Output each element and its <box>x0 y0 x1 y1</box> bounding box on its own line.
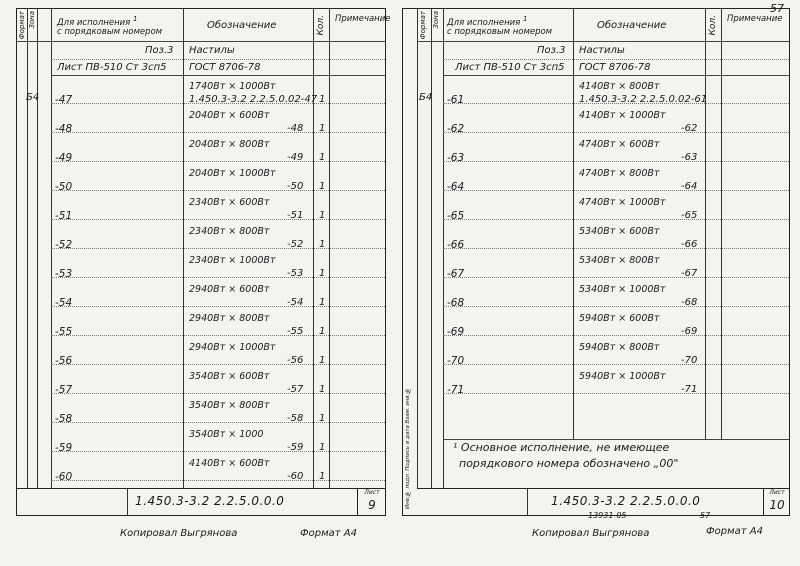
row-code: -65 <box>681 210 698 221</box>
zone-header: Зона <box>28 11 36 29</box>
row-position: -58 <box>55 413 73 425</box>
zone-header: Зона <box>432 11 440 29</box>
archive-sheet: 57 <box>700 511 711 520</box>
row-dimension: 1740Вт × 1000Вт <box>189 81 276 92</box>
copied-by: Копировал Выгрянова <box>532 528 650 539</box>
row-position: -66 <box>447 239 465 251</box>
row-position: -48 <box>55 123 73 135</box>
row-code: -49 <box>287 152 304 163</box>
left-sheet <box>16 8 391 516</box>
row-code: -60 <box>287 471 304 482</box>
row-position: -62 <box>447 123 465 135</box>
document-number: 1.450.3-3.2 2.2.5.0.0.0 <box>135 494 285 508</box>
row-quantity: 1 <box>319 326 326 337</box>
row-position: -64 <box>447 181 465 193</box>
row-code: -63 <box>681 152 698 163</box>
row-dimension: 2340Вт × 600Вт <box>189 197 270 208</box>
sheet-label: Лист <box>769 489 785 496</box>
standard-spec: ГОСТ 8706-78 <box>579 62 651 73</box>
row-quantity: 1 <box>319 384 326 395</box>
row-dimension: 5340Вт × 600Вт <box>579 226 660 237</box>
row-code: -70 <box>681 355 698 366</box>
row-position: -52 <box>55 239 73 251</box>
row-position: -61 <box>447 94 465 106</box>
row-position: -49 <box>55 152 73 164</box>
row-position: -60 <box>55 471 73 483</box>
row-position: -63 <box>447 152 465 164</box>
format-label: Формат А4 <box>706 526 763 537</box>
row-quantity: 1 <box>319 239 326 250</box>
name-header: Обозначение <box>207 20 277 31</box>
row-quantity: 1 <box>319 181 326 192</box>
qty-header: Кол. <box>708 15 718 36</box>
footnote-line-1: ¹ Основное исполнение, не имеющее <box>453 441 670 454</box>
row-dimension: 4140Вт × 1000Вт <box>579 110 666 121</box>
qty-header: Кол. <box>316 15 326 36</box>
row-position: -70 <box>447 355 465 367</box>
row-quantity: 1 <box>319 297 326 308</box>
row-code: -62 <box>681 123 698 134</box>
row-code: 1.450.3-3.2 2.2.5.0.02-47 <box>189 94 318 105</box>
row-dimension: 2340Вт × 800Вт <box>189 226 270 237</box>
material-spec: Лист ПВ-510 Ст 3сп5 <box>455 62 565 73</box>
row-quantity: 1 <box>319 94 326 105</box>
row-dimension: 4740Вт × 800Вт <box>579 168 660 179</box>
designation-header: Для исполнения $^1$ с порядковым номером <box>447 15 553 37</box>
row-code: -57 <box>287 384 304 395</box>
copied-by: Копировал Выгрянова <box>120 528 238 539</box>
row-code: -68 <box>681 297 698 308</box>
row-position: -57 <box>55 384 73 396</box>
document-number: 1.450.3-3.2 2.2.5.0.0.0 <box>551 494 701 508</box>
row-position: -59 <box>55 442 73 454</box>
position-label: Поз.3 <box>537 45 566 56</box>
row-code: -54 <box>287 297 304 308</box>
row-code: -58 <box>287 413 304 424</box>
sheet-number: 9 <box>368 498 376 512</box>
row-position: -71 <box>447 384 465 396</box>
row-quantity: 1 <box>319 442 326 453</box>
row-quantity: 1 <box>319 268 326 279</box>
sheet-box <box>357 489 386 515</box>
standard-spec: ГОСТ 8706-78 <box>189 62 261 73</box>
row-dimension: 4140Вт × 800Вт <box>579 81 660 92</box>
designation-header: Для исполнения $^1$ с порядковым номером <box>57 15 163 37</box>
row-position: -47 <box>55 94 73 106</box>
zone-label: Б4 <box>26 92 40 103</box>
row-position: -50 <box>55 181 73 193</box>
row-position: -68 <box>447 297 465 309</box>
right-sheet <box>402 8 790 516</box>
row-position: -65 <box>447 210 465 222</box>
name-header: Обозначение <box>597 20 667 31</box>
row-dimension: 4740Вт × 1000Вт <box>579 197 666 208</box>
format-header: Формат <box>18 11 26 40</box>
row-dimension: 2940Вт × 1000Вт <box>189 342 276 353</box>
row-dimension: 5940Вт × 800Вт <box>579 342 660 353</box>
note-header: Примечание <box>727 14 783 24</box>
row-dimension: 5940Вт × 1000Вт <box>579 371 666 382</box>
row-code: -59 <box>287 442 304 453</box>
row-position: -67 <box>447 268 465 280</box>
sheet-number: 10 <box>769 498 785 512</box>
row-code: -66 <box>681 239 698 250</box>
note-header: Примечание <box>335 14 391 24</box>
row-quantity: 1 <box>319 413 326 424</box>
row-code: -69 <box>681 326 698 337</box>
row-code: 1.450.3-3.2 2.2.5.0.02-61 <box>579 94 708 105</box>
row-dimension: 5940Вт × 600Вт <box>579 313 660 324</box>
row-code: -53 <box>287 268 304 279</box>
position-name: Настилы <box>579 45 625 56</box>
row-position: -53 <box>55 268 73 280</box>
sheet-label: Лист <box>364 489 380 496</box>
row-dimension: 3540Вт × 800Вт <box>189 400 270 411</box>
row-code: -50 <box>287 181 304 192</box>
row-position: -55 <box>55 326 73 338</box>
material-spec: Лист ПВ-510 Ст 3сп5 <box>57 62 167 73</box>
row-dimension: 2940Вт × 800Вт <box>189 313 270 324</box>
row-dimension: 2040Вт × 600Вт <box>189 110 270 121</box>
row-dimension: 2340Вт × 1000Вт <box>189 255 276 266</box>
row-quantity: 1 <box>319 123 326 134</box>
title-block <box>17 488 385 515</box>
row-position: -56 <box>55 355 73 367</box>
row-code: -67 <box>681 268 698 279</box>
sheet-box <box>763 489 790 515</box>
row-dimension: 5340Вт × 1000Вт <box>579 284 666 295</box>
row-quantity: 1 <box>319 471 326 482</box>
side-strip: Инв.№ подл. Подпись и дата Взам. инв.№ <box>405 387 411 509</box>
row-code: -48 <box>287 123 304 134</box>
row-quantity: 1 <box>319 152 326 163</box>
format-label: Формат А4 <box>300 528 357 539</box>
zone-label: Б4 <box>419 92 433 103</box>
row-dimension: 5340Вт × 800Вт <box>579 255 660 266</box>
row-position: -69 <box>447 326 465 338</box>
row-code: -52 <box>287 239 304 250</box>
row-dimension: 2040Вт × 1000Вт <box>189 168 276 179</box>
footnote-line-2: порядкового номера обозначено „00" <box>459 457 679 470</box>
row-quantity: 1 <box>319 355 326 366</box>
row-dimension: 2040Вт × 800Вт <box>189 139 270 150</box>
format-header: Формат <box>419 11 427 40</box>
row-dimension: 3540Вт × 600Вт <box>189 371 270 382</box>
row-dimension: 4140Вт × 600Вт <box>189 458 270 469</box>
row-code: -71 <box>681 384 698 395</box>
row-position: -54 <box>55 297 73 309</box>
row-position: -51 <box>55 210 73 222</box>
row-code: -64 <box>681 181 698 192</box>
position-label: Поз.3 <box>145 45 174 56</box>
row-code: -55 <box>287 326 304 337</box>
row-code: -51 <box>287 210 304 221</box>
row-dimension: 2940Вт × 600Вт <box>189 284 270 295</box>
archive-number: 13931-05 <box>588 511 627 520</box>
corner-number: 57 <box>770 2 784 15</box>
position-name: Настилы <box>189 45 235 56</box>
row-dimension: 4740Вт × 600Вт <box>579 139 660 150</box>
row-dimension: 3540Вт × 1000 <box>189 429 264 440</box>
row-code: -56 <box>287 355 304 366</box>
row-quantity: 1 <box>319 210 326 221</box>
